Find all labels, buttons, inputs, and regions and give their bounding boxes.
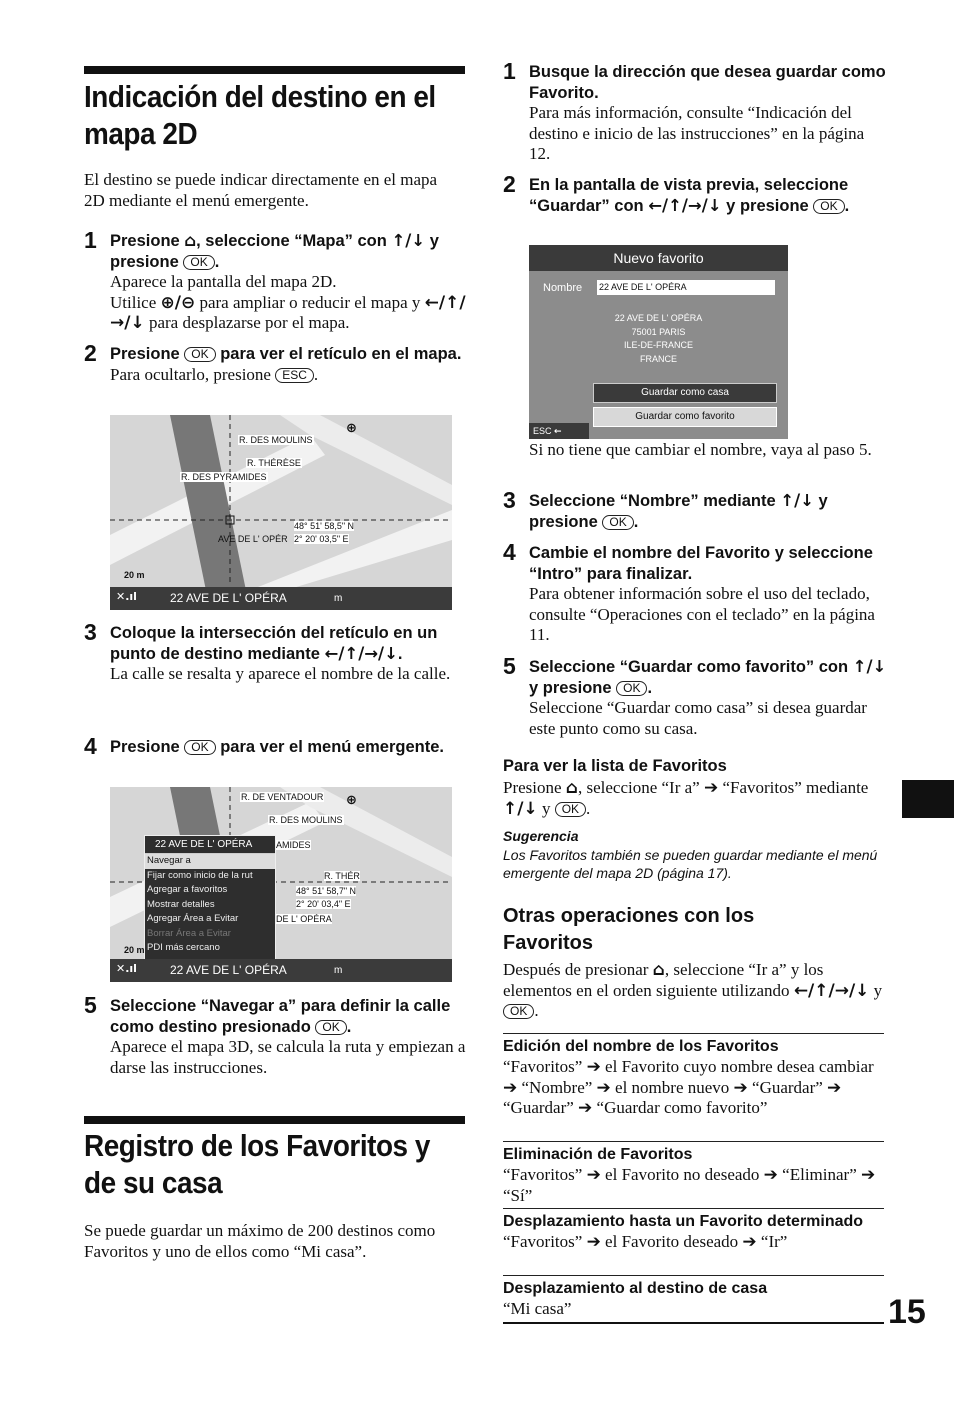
step-desc: . <box>313 364 319 384</box>
esc-button-icon: ESC <box>275 368 314 383</box>
step-text: . <box>633 512 639 531</box>
popup-menu-item[interactable]: PDI más cercano <box>147 942 220 953</box>
address-line: 75001 PARIS <box>631 326 686 337</box>
tip-text: Los Favoritos también se pueden guardar mediante el menú emergente del mapa 2D (página 17). <box>503 847 878 881</box>
row-heading: Edición del nombre de los Favoritos <box>503 1038 779 1055</box>
address-line: 22 AVE DE L' OPÉRA <box>614 313 703 323</box>
street-label: DE L' OPÉRA <box>276 914 332 924</box>
street-label: R. THÉRÈSE <box>247 458 301 468</box>
step-desc: Si no tiene que cambiar el nombre, vaya al paso 5. <box>529 440 872 459</box>
popup-menu-title: 22 AVE DE L' OPÉRA <box>145 836 275 854</box>
step-desc: para ampliar o reducir el mapa y <box>195 292 425 312</box>
right-arrow-icon: ➔ <box>703 778 719 798</box>
step-text: y presione <box>110 232 439 271</box>
popup-menu-item[interactable]: Mostrar detalles <box>147 898 215 910</box>
row-body: “Mi casa” <box>503 1299 572 1318</box>
street-label: R. DE VENTADOUR <box>241 792 324 802</box>
list-instructions <box>503 778 883 819</box>
street-label: R. DES PYRAMIDES <box>181 472 267 482</box>
step-text: Presione <box>110 738 185 756</box>
step-text: y presione <box>529 492 828 531</box>
step-2 <box>503 171 889 216</box>
compass-icon: ⊕ <box>346 421 357 436</box>
distance-unit: m <box>334 965 343 976</box>
step-desc: Aparece la pantalla del mapa 2D. <box>110 272 337 291</box>
text: , seleccione “Ir a” y los elementos en el orden siguiente utilizando <box>503 960 824 1000</box>
step-desc: La calle se resalta y aparece el nombre de la calle. <box>110 664 451 683</box>
compass-icon: ⊕ <box>346 793 357 808</box>
text: y <box>869 980 883 1000</box>
text: , seleccione “Ir a” <box>577 778 704 797</box>
step-desc: Utilice <box>110 292 161 312</box>
popup-menu-item[interactable]: Fijar como inicio de la rut <box>147 869 253 881</box>
coordinate-lon: 2° 20' 03,5" E <box>294 534 349 544</box>
step-text: Coloque la intersección del retículo en un punto de destino mediante <box>110 624 438 663</box>
ok-button-icon: OK <box>813 199 844 214</box>
row-heading: Desplazamiento hasta un Favorito determinado <box>503 1213 864 1230</box>
section-rule <box>84 66 465 74</box>
text: y <box>537 798 555 818</box>
step-text: , seleccione “Mapa” con <box>196 232 392 250</box>
table-row <box>503 1275 884 1324</box>
ok-button-icon: OK <box>555 802 586 817</box>
row-body: “Favoritos” ➔ el Favorito cuyo nombre desea cambiar ➔ “Nombre” ➔ el nombre nuevo ➔ “Guardar” ➔ “Guardar” ➔ “Guardar como favorito” <box>503 1057 874 1117</box>
step-1 <box>84 227 470 334</box>
step-number: 2 <box>84 340 97 366</box>
table-row <box>503 1141 884 1207</box>
step-5 <box>503 653 889 739</box>
row-body: “Favoritos” ➔ el Favorito deseado ➔ “Ir” <box>503 1232 788 1251</box>
text: . <box>534 1001 539 1020</box>
row-heading: Desplazamiento al destino de casa <box>503 1280 768 1297</box>
tip-heading: Sugerencia <box>503 828 579 844</box>
chapter-tab <box>902 780 954 818</box>
home-icon: ⌂ <box>652 960 665 980</box>
step-desc: Para ocultarlo, presione <box>110 364 276 384</box>
step-4 <box>503 539 889 646</box>
row-body: “Favoritos” ➔ el Favorito no deseado ➔ “Eliminar” ➔ “Sí” <box>503 1165 876 1205</box>
step-number: 2 <box>503 171 516 197</box>
step-desc: Para obtener información sobre el uso del teclado, consulte “Operaciones con el teclado” en la página 11. <box>529 584 875 644</box>
map-status-bar <box>110 959 452 982</box>
section-rule <box>84 1116 465 1124</box>
step-4 <box>84 733 470 759</box>
step-text: para ver el retículo en el mapa. <box>215 345 462 363</box>
step-text: y presione <box>721 196 814 215</box>
step-number: 3 <box>503 487 516 513</box>
text: Presione <box>503 778 566 797</box>
step-number: 5 <box>503 653 516 679</box>
step-desc: Seleccione “Guardar como casa” si desea guardar este punto como su casa. <box>529 698 867 738</box>
new-favorite-screenshot <box>529 245 788 439</box>
page-number: 15 <box>888 1293 926 1331</box>
step-text: Seleccione “Nombre” mediante <box>529 492 781 510</box>
step-number: 3 <box>84 619 97 645</box>
ok-button-icon: OK <box>184 347 215 362</box>
step-text: Busque la dirección que desea guardar como Favorito. <box>529 63 886 102</box>
esc-label: ESC <box>533 426 552 436</box>
text: Después de presionar <box>503 960 653 979</box>
step-text: . <box>346 1017 352 1036</box>
coordinate-lon: 2° 20' 03,4" E <box>296 899 351 909</box>
step-number: 5 <box>84 992 97 1018</box>
step-desc: Aparece el mapa 3D, se calcula la ruta y empiezan a darse las instrucciones. <box>110 1037 466 1077</box>
zoom-in-out-icon: ⊕/⊖ <box>160 292 196 313</box>
up-down-arrows-icon: ↑/↓ <box>852 657 887 676</box>
up-down-arrows-icon: ↑/↓ <box>503 798 538 819</box>
step-text: Seleccione “Guardar como favorito” con <box>529 658 853 676</box>
step-number: 1 <box>503 58 516 84</box>
step-text: para ver el menú emergente. <box>215 738 444 756</box>
address-line: ILE-DE-FRANCE <box>623 340 693 350</box>
address-block <box>529 312 788 366</box>
step-text: Presione <box>110 232 185 250</box>
scale-label: 20 m <box>124 945 145 955</box>
direction-arrows-icon: ←/↑/→/↓ <box>110 292 466 333</box>
name-field[interactable]: 22 AVE DE L' OPÉRA <box>597 280 775 295</box>
step-desc: para desplazarse por el mapa. <box>144 313 350 332</box>
step-1 <box>503 58 889 165</box>
map-status-bar <box>110 587 452 610</box>
street-label: R. THÉR <box>324 871 360 881</box>
back-arrow-icon: ← <box>554 427 562 437</box>
home-icon: ⌂ <box>184 231 197 250</box>
up-down-arrows-icon: ↑/↓ <box>780 491 814 510</box>
step-5 <box>84 992 470 1078</box>
step-desc: Para más información, consulte “Indicación del destino e inicio de las instrucciones” en la página 12. <box>529 103 865 163</box>
dialog-title: Nuevo favorito <box>529 245 788 271</box>
direction-arrows-icon: ←/↑/→/↓ <box>324 643 398 663</box>
popup-menu-item[interactable]: Agregar Área a Evitar <box>147 913 239 924</box>
current-street: 22 AVE DE L' OPÉRA <box>170 591 287 605</box>
other-operations-heading: Otras operaciones con los Favoritos <box>503 905 755 954</box>
street-label: AVE DE L' OPÉR <box>218 534 288 544</box>
step-number: 4 <box>503 539 516 565</box>
street-label: R. DES MOULINS <box>269 815 343 825</box>
step-number: 1 <box>84 227 97 253</box>
section-title-destino: Indicación del destino en el mapa 2D <box>84 79 436 151</box>
section-intro: Se puede guardar un máximo de 200 destinos como Favoritos y uno de ellos como “Mi casa”. <box>84 1221 436 1261</box>
popup-menu-item[interactable]: Navegar a <box>145 854 275 869</box>
ok-button-icon: OK <box>616 681 647 696</box>
step-text: . <box>844 196 850 215</box>
scale-label: 20 m <box>124 570 145 580</box>
home-icon: ⌂ <box>565 778 578 798</box>
text: . <box>586 798 591 818</box>
step-text: . <box>647 678 653 697</box>
address-line: FRANCE <box>639 353 677 364</box>
name-label: Nombre <box>543 282 583 294</box>
distance-unit: m <box>334 593 343 604</box>
save-home-button[interactable]: Guardar como casa <box>593 383 777 403</box>
section-title-favoritos: Registro de los Favoritos y de su casa <box>84 1128 430 1200</box>
step-3 <box>503 487 889 532</box>
list-heading: Para ver la lista de Favoritos <box>503 757 727 775</box>
ok-button-icon: OK <box>315 1020 346 1035</box>
satellite-icon: ✕.ıl <box>116 962 137 975</box>
direction-arrows-icon: ←/↑/→/↓ <box>648 195 722 215</box>
step-text: y presione <box>529 678 617 697</box>
step-text: Seleccione “Navegar a” para definir la calle como destino presionado <box>110 997 451 1036</box>
step-3: 3 Coloque la intersección del retículo en un punto de destino mediante ←/↑/→/↓. La calle se resalta y aparece el nombre de la calle. <box>110 623 470 685</box>
street-label: AMIDES <box>276 840 311 850</box>
row-heading: Eliminación de Favoritos <box>503 1146 693 1163</box>
ok-button-icon: OK <box>503 1004 534 1019</box>
ok-button-icon: OK <box>602 515 633 530</box>
coordinate-lat: 48° 51' 58,7" N <box>296 886 357 896</box>
step-text: En la pantalla de vista previa, seleccione “Guardar” con <box>529 176 849 215</box>
up-down-arrows-icon: ↑/↓ <box>391 231 426 250</box>
save-favorite-button[interactable]: Guardar como favorito <box>593 407 777 427</box>
map-popup-screenshot <box>110 787 452 982</box>
current-street: 22 AVE DE L' OPÉRA <box>170 963 287 977</box>
text: “Favoritos” mediante <box>718 778 869 797</box>
direction-arrows-icon: ←/↑/→/↓ <box>793 980 870 1001</box>
satellite-icon: ✕.ıl <box>116 590 137 603</box>
step-text: . <box>214 252 220 271</box>
coordinate-lat: 48° 51' 58,5" N <box>294 521 355 531</box>
ok-button-icon: OK <box>184 740 215 755</box>
map-2d-screenshot <box>110 415 452 610</box>
ok-button-icon: OK <box>183 255 214 270</box>
popup-menu-item-disabled: Borrar Área a Evitar <box>147 927 231 939</box>
section-intro: El destino se puede indicar directamente en el mapa 2D mediante el menú emergente. <box>84 170 438 210</box>
other-operations-intro <box>503 960 884 1022</box>
esc-back-button[interactable] <box>529 423 589 439</box>
table-row <box>503 1033 884 1140</box>
step-2 <box>84 340 470 385</box>
street-label: R. DES MOULINS <box>239 435 313 445</box>
step-text: Presione <box>110 345 185 363</box>
popup-menu-item[interactable]: Agregar a favoritos <box>147 884 228 895</box>
step-number: 4 <box>84 733 97 759</box>
popup-menu <box>144 835 276 961</box>
table-row <box>503 1208 884 1274</box>
step-text: Cambie el nombre del Favorito y seleccione “Intro” para finalizar. <box>529 544 873 583</box>
